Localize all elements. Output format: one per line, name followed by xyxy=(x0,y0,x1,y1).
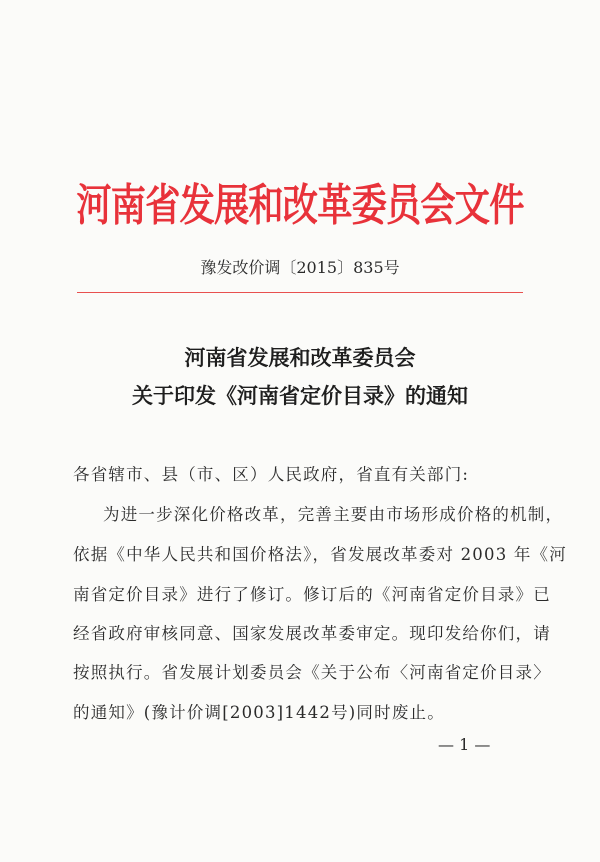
issuer-red-header: 河南省发展和改革委员会文件 xyxy=(76,180,524,231)
body-line: 南省定价目录》进行了修订。修订后的《河南省定价目录》已 xyxy=(73,585,551,604)
body-line: 经省政府审核同意、国家发展改革委审定。现印发给你们，请 xyxy=(73,624,551,643)
page-number: — 1 — xyxy=(438,735,491,754)
body-line: 为进一步深化价格改革，完善主要由市场形成价格的机制， xyxy=(103,505,564,524)
document-number: 豫发改价调〔2015〕835号 xyxy=(200,258,400,277)
document-title-line-2: 关于印发《河南省定价目录》的通知 xyxy=(132,383,468,408)
body-line: 按照执行。省发展计划委员会《关于公布〈河南省定价目录〉 xyxy=(73,663,551,682)
salutation: 各省辖市、县（市、区）人民政府，省直有关部门: xyxy=(73,465,470,484)
document-title-line-1: 河南省发展和改革委员会 xyxy=(184,345,416,370)
body-line: 依据《中华人民共和国价格法》，省发展改革委对 2003 年《河 xyxy=(73,545,567,564)
body-line: 的通知》(豫计价调[2003]1442号)同时废止。 xyxy=(73,703,445,722)
red-divider xyxy=(77,292,523,293)
